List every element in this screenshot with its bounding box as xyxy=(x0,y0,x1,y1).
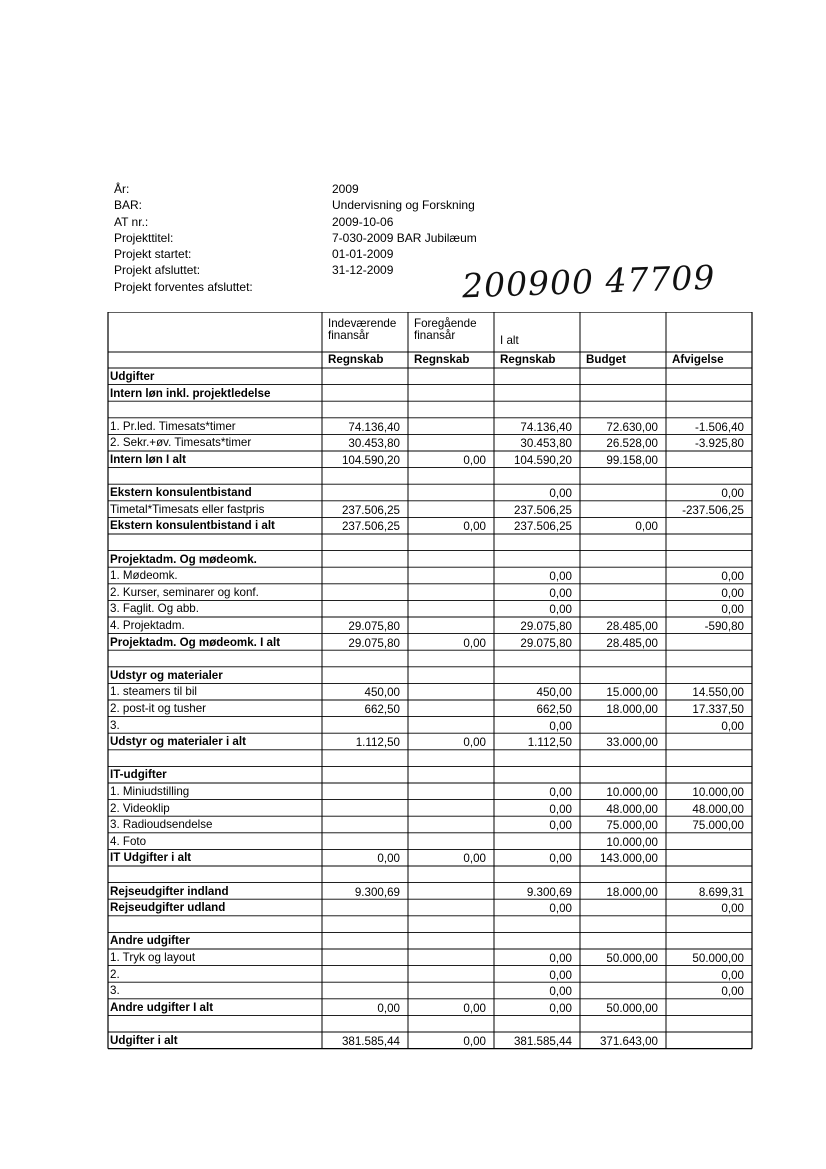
amount-cell xyxy=(324,985,400,1001)
amount-cell: 99.158,00 xyxy=(606,454,658,467)
amount-cell: 1.112,50 xyxy=(527,736,572,750)
amount-cell: 14.550,00 xyxy=(692,686,744,700)
amount-cell: 9.300,69 xyxy=(354,885,400,899)
amount-cell xyxy=(668,537,744,553)
meta-value: 2009 xyxy=(332,182,359,196)
amount-cell xyxy=(410,935,486,951)
amount-cell xyxy=(496,836,572,852)
amount-cell: 15.000,00 xyxy=(606,686,658,700)
amount-cell xyxy=(324,769,400,785)
amount-cell: 30.453,80 xyxy=(348,437,400,451)
amount-cell xyxy=(582,869,658,885)
row-heading: Ekstern konsulentbistand xyxy=(110,486,252,500)
amount-cell xyxy=(668,371,744,387)
row-heading: Projektadm. Og mødeomk. I alt xyxy=(110,635,281,649)
meta-row xyxy=(114,197,477,213)
meta-label: Projekt forventes afsluttet: xyxy=(114,279,253,294)
amount-cell xyxy=(582,653,658,669)
meta-row xyxy=(114,230,477,246)
row-label xyxy=(110,1017,322,1033)
row-label: 1. Pr.led. Timesats*timer xyxy=(110,419,236,433)
amount-cell: 18.000,00 xyxy=(606,885,658,899)
row-label xyxy=(110,470,322,486)
row-label xyxy=(110,868,322,884)
row-label xyxy=(110,752,322,768)
amount-cell: 48.000,00 xyxy=(692,802,744,816)
amount-cell: 74.136,40 xyxy=(348,420,400,434)
row-heading: Udgifter i alt xyxy=(110,1034,178,1047)
amount-cell: 0,00 xyxy=(721,603,744,617)
amount-cell xyxy=(668,919,744,935)
amount-cell xyxy=(324,935,400,951)
meta-value: 2009-10-06 xyxy=(332,214,394,229)
amount-cell: 0,00 xyxy=(463,636,486,650)
amount-cell xyxy=(496,471,572,487)
amount-cell xyxy=(496,537,572,553)
row-label: 2. Kurser, seminarer og konf. xyxy=(110,585,259,599)
amount-cell xyxy=(582,769,658,785)
amount-cell: 0,00 xyxy=(549,603,572,617)
amount-cell xyxy=(324,371,400,387)
amount-cell xyxy=(668,869,744,885)
amount-cell xyxy=(668,753,744,769)
amount-cell xyxy=(496,670,572,686)
amount-cell: 371.643,00 xyxy=(599,1035,658,1048)
amount-cell xyxy=(324,388,400,404)
amount-cell xyxy=(324,554,400,570)
column-header-top: Foregående finansår xyxy=(414,317,477,343)
amount-cell xyxy=(324,471,400,487)
amount-cell: 237.506,25 xyxy=(341,503,400,517)
amount-cell xyxy=(668,1002,744,1018)
amount-cell xyxy=(582,587,658,603)
amount-cell xyxy=(324,919,400,935)
amount-cell xyxy=(668,736,744,752)
amount-cell: 74.136,40 xyxy=(520,420,572,434)
amount-cell: -237.506,25 xyxy=(682,503,744,517)
row-heading: IT Udgifter i alt xyxy=(110,851,192,865)
amount-cell xyxy=(410,886,486,902)
amount-cell xyxy=(582,388,658,404)
amount-cell xyxy=(668,637,744,653)
amount-cell xyxy=(668,471,744,487)
amount-cell xyxy=(668,653,744,669)
amount-cell: 662,50 xyxy=(364,703,400,716)
meta-row xyxy=(114,262,477,278)
amount-cell: 237.506,25 xyxy=(513,520,572,534)
amount-cell: 0,00 xyxy=(549,586,572,600)
amount-cell xyxy=(410,653,486,669)
amount-cell: 29.075,80 xyxy=(348,636,400,650)
row-label: 4. Projektadm. xyxy=(110,619,185,632)
amount-cell: 28.485,00 xyxy=(606,636,658,650)
amount-cell: 0,00 xyxy=(463,520,486,534)
meta-row xyxy=(114,181,477,197)
amount-cell xyxy=(410,686,486,702)
row-heading: Andre udgifter I alt xyxy=(110,1000,214,1014)
amount-cell xyxy=(324,969,400,985)
amount-cell xyxy=(668,388,744,404)
amount-cell xyxy=(668,769,744,785)
amount-cell: 0,00 xyxy=(721,902,744,916)
amount-cell xyxy=(410,819,486,835)
column-header-top: Indeværende finansår xyxy=(328,317,397,343)
amount-cell xyxy=(410,969,486,985)
row-heading: Rejseudgifter udland xyxy=(110,901,226,915)
meta-row xyxy=(114,246,477,262)
amount-cell xyxy=(324,653,400,669)
amount-cell xyxy=(496,371,572,387)
amount-cell xyxy=(496,753,572,769)
handwritten-journal-number: 200900 47709 xyxy=(461,257,717,306)
amount-cell: 26.528,00 xyxy=(606,437,658,451)
amount-cell xyxy=(582,720,658,736)
meta-label: AT nr.: xyxy=(114,214,149,229)
amount-cell: 0,00 xyxy=(549,570,572,584)
amount-cell xyxy=(410,720,486,736)
amount-cell xyxy=(582,985,658,1001)
amount-cell xyxy=(668,454,744,470)
amount-cell xyxy=(496,935,572,951)
meta-label: BAR: xyxy=(114,198,143,213)
amount-cell xyxy=(324,1018,400,1034)
amount-cell xyxy=(410,620,486,636)
amount-cell: 450,00 xyxy=(364,686,400,700)
amount-cell xyxy=(496,653,572,669)
row-label: 3. Radioudsendelse xyxy=(110,818,213,832)
amount-cell xyxy=(582,969,658,985)
project-info xyxy=(114,181,477,295)
amount-cell: 0,00 xyxy=(635,520,658,534)
amount-cell: 0,00 xyxy=(549,487,572,501)
amount-cell: 0,00 xyxy=(549,985,572,999)
amount-cell xyxy=(496,1018,572,1034)
amount-cell xyxy=(324,869,400,885)
amount-cell: 9.300,69 xyxy=(526,885,572,899)
amount-cell: 0,00 xyxy=(463,852,486,866)
amount-cell: 29.075,80 xyxy=(520,636,572,650)
amount-cell xyxy=(324,537,400,553)
amount-cell: 381.585,44 xyxy=(341,1035,400,1048)
amount-cell xyxy=(582,537,658,553)
amount-cell xyxy=(410,371,486,387)
row-label xyxy=(110,536,322,552)
amount-cell: 50.000,00 xyxy=(692,952,744,965)
amount-cell xyxy=(410,985,486,1001)
row-heading: Andre udgifter xyxy=(110,934,190,948)
row-label: 3. Faglit. Og abb. xyxy=(110,602,199,616)
amount-cell xyxy=(496,769,572,785)
amount-cell xyxy=(410,587,486,603)
amount-cell: 237.506,25 xyxy=(341,520,400,534)
amount-cell xyxy=(324,404,400,420)
row-label: 3. xyxy=(110,984,120,998)
amount-cell xyxy=(324,603,400,619)
row-label: 2. xyxy=(110,967,120,981)
amount-cell: 75.000,00 xyxy=(606,819,658,833)
column-header: Regnskab xyxy=(414,353,470,366)
amount-cell xyxy=(410,437,486,453)
amount-cell xyxy=(324,819,400,835)
meta-row xyxy=(114,214,477,230)
amount-cell: 29.075,80 xyxy=(348,620,400,633)
row-heading: Udgifter xyxy=(110,370,155,383)
row-label: Timetal*Timesats eller fastpris xyxy=(110,502,265,516)
amount-cell xyxy=(582,753,658,769)
amount-cell xyxy=(324,836,400,852)
amount-cell xyxy=(410,670,486,686)
row-label xyxy=(110,918,322,934)
amount-cell xyxy=(410,570,486,586)
amount-cell xyxy=(582,471,658,487)
column-header: Regnskab xyxy=(500,353,556,366)
amount-cell xyxy=(668,852,744,868)
amount-cell: 143.000,00 xyxy=(599,852,658,866)
amount-cell: 662,50 xyxy=(536,703,572,716)
amount-cell xyxy=(324,587,400,603)
amount-cell xyxy=(324,753,400,769)
amount-cell xyxy=(324,803,400,819)
amount-cell xyxy=(410,603,486,619)
amount-cell: 0,00 xyxy=(377,1001,400,1015)
amount-cell: 0,00 xyxy=(549,968,572,982)
amount-cell: 381.585,44 xyxy=(513,1035,572,1048)
amount-cell xyxy=(582,554,658,570)
amount-cell xyxy=(410,388,486,404)
amount-cell xyxy=(410,869,486,885)
amount-cell: 8.699,31 xyxy=(698,885,744,899)
amount-cell xyxy=(668,520,744,536)
row-heading: Intern løn inkl. projektledelse xyxy=(110,386,271,400)
amount-cell xyxy=(668,1018,744,1034)
amount-cell xyxy=(582,919,658,935)
row-label: 4. Foto xyxy=(110,834,147,848)
amount-cell xyxy=(582,670,658,686)
row-label xyxy=(110,652,322,668)
amount-cell xyxy=(582,404,658,420)
column-header: Afvigelse xyxy=(672,353,724,366)
amount-cell: 0,00 xyxy=(721,719,744,733)
amount-cell: 72.630,00 xyxy=(606,420,658,434)
amount-cell xyxy=(324,786,400,802)
row-heading: Projektadm. Og mødeomk. xyxy=(110,552,257,566)
amount-cell xyxy=(324,720,400,736)
row-heading: Ekstern konsulentbistand i alt xyxy=(110,519,275,533)
amount-cell: 18.000,00 xyxy=(606,703,658,716)
row-heading: IT-udgifter xyxy=(110,768,167,782)
amount-cell xyxy=(582,487,658,503)
row-label: 2. post-it og tusher xyxy=(110,702,207,715)
amount-cell: 75.000,00 xyxy=(692,819,744,833)
meta-value: Undervisning og Forskning xyxy=(332,198,475,213)
expense-table xyxy=(98,312,754,1052)
amount-cell xyxy=(668,836,744,852)
amount-cell: 104.590,20 xyxy=(513,454,572,467)
amount-cell: 0,00 xyxy=(721,985,744,999)
row-label: 1. Mødeomk. xyxy=(110,569,178,583)
amount-cell: 50.000,00 xyxy=(606,1001,658,1015)
amount-cell xyxy=(582,504,658,520)
amount-cell xyxy=(410,1018,486,1034)
meta-row xyxy=(114,279,477,295)
meta-label: Projekt afsluttet: xyxy=(114,263,201,278)
row-label: 1. steamers til bil xyxy=(110,685,197,699)
meta-value: 01-01-2009 xyxy=(332,247,394,262)
amount-cell xyxy=(410,753,486,769)
amount-cell: 0,00 xyxy=(549,1001,572,1015)
row-label: 2. Videoklip xyxy=(110,801,170,815)
amount-cell: 48.000,00 xyxy=(606,802,658,816)
amount-cell xyxy=(410,919,486,935)
amount-cell: 0,00 xyxy=(549,952,572,965)
amount-cell: 0,00 xyxy=(463,454,486,467)
amount-cell xyxy=(668,554,744,570)
amount-cell: 30.453,80 xyxy=(520,437,572,451)
amount-cell xyxy=(496,869,572,885)
column-header-top: I alt xyxy=(500,334,519,347)
amount-cell xyxy=(496,404,572,420)
amount-cell xyxy=(324,570,400,586)
meta-label: Projekt startet: xyxy=(114,247,192,262)
amount-cell xyxy=(410,471,486,487)
row-heading: Intern løn I alt xyxy=(110,453,187,466)
amount-cell xyxy=(582,603,658,619)
amount-cell: 0,00 xyxy=(549,719,572,733)
amount-cell xyxy=(582,935,658,951)
amount-cell xyxy=(324,487,400,503)
amount-cell: 28.485,00 xyxy=(606,620,658,633)
amount-cell xyxy=(410,803,486,819)
amount-cell: 0,00 xyxy=(463,1001,486,1015)
amount-cell: -3.925,80 xyxy=(695,437,744,451)
amount-cell xyxy=(410,421,486,437)
meta-value: 7-030-2009 BAR Jubilæum xyxy=(332,230,477,245)
amount-cell xyxy=(582,570,658,586)
amount-cell: 0,00 xyxy=(377,852,400,866)
amount-cell: 237.506,25 xyxy=(513,503,572,517)
amount-cell: 0,00 xyxy=(721,570,744,584)
amount-cell: 0,00 xyxy=(549,802,572,816)
row-heading: Udstyr og materialer xyxy=(110,668,223,682)
amount-cell xyxy=(410,404,486,420)
row-label xyxy=(110,403,322,419)
amount-cell xyxy=(496,388,572,404)
amount-cell xyxy=(410,769,486,785)
amount-cell: 0,00 xyxy=(721,586,744,600)
amount-cell: 1.112,50 xyxy=(355,736,400,750)
amount-cell xyxy=(410,487,486,503)
amount-cell: 33.000,00 xyxy=(606,736,658,750)
amount-cell xyxy=(668,1035,744,1051)
amount-cell: -590,80 xyxy=(704,620,744,633)
amount-cell: 29.075,80 xyxy=(520,620,572,633)
amount-cell: -1.506,40 xyxy=(695,420,744,434)
amount-cell xyxy=(410,703,486,719)
amount-cell xyxy=(668,670,744,686)
amount-cell: 10.000,00 xyxy=(606,786,658,799)
amount-cell xyxy=(668,404,744,420)
amount-cell: 17.337,50 xyxy=(692,703,744,716)
amount-cell: 10.000,00 xyxy=(692,786,744,799)
amount-cell: 450,00 xyxy=(536,686,572,700)
amount-cell xyxy=(582,902,658,918)
amount-cell: 0,00 xyxy=(463,736,486,750)
row-label: 3. xyxy=(110,718,120,732)
amount-cell xyxy=(668,935,744,951)
amount-cell: 50.000,00 xyxy=(606,952,658,965)
amount-cell xyxy=(410,504,486,520)
column-header: Budget xyxy=(586,353,626,366)
amount-cell: 0,00 xyxy=(549,819,572,833)
meta-label: År: xyxy=(114,182,130,196)
amount-cell xyxy=(496,554,572,570)
amount-cell: 10.000,00 xyxy=(606,835,658,849)
amount-cell: 0,00 xyxy=(721,487,744,501)
amount-cell xyxy=(410,902,486,918)
row-label: 1. Tryk og layout xyxy=(110,951,196,964)
amount-cell xyxy=(410,952,486,968)
row-heading: Rejseudgifter indland xyxy=(110,884,229,898)
amount-cell: 0,00 xyxy=(721,968,744,982)
amount-cell xyxy=(410,554,486,570)
amount-cell xyxy=(324,902,400,918)
amount-cell xyxy=(324,670,400,686)
amount-cell xyxy=(582,371,658,387)
meta-label: Projekttitel: xyxy=(114,230,174,245)
amount-cell: 0,00 xyxy=(549,786,572,799)
row-label: 2. Sekr.+øv. Timesats*timer xyxy=(110,436,252,450)
amount-cell xyxy=(324,952,400,968)
amount-cell: 104.590,20 xyxy=(341,454,400,467)
amount-cell xyxy=(582,1018,658,1034)
amount-cell xyxy=(410,537,486,553)
row-label: 1. Miniudstilling xyxy=(110,785,190,798)
amount-cell: 0,00 xyxy=(463,1035,486,1048)
amount-cell xyxy=(410,836,486,852)
amount-cell xyxy=(496,919,572,935)
amount-cell: 0,00 xyxy=(549,852,572,866)
meta-value: 31-12-2009 xyxy=(332,263,394,278)
row-heading: Udstyr og materialer i alt xyxy=(110,735,246,749)
amount-cell xyxy=(410,786,486,802)
amount-cell: 0,00 xyxy=(549,902,572,916)
column-header: Regnskab xyxy=(328,353,384,366)
